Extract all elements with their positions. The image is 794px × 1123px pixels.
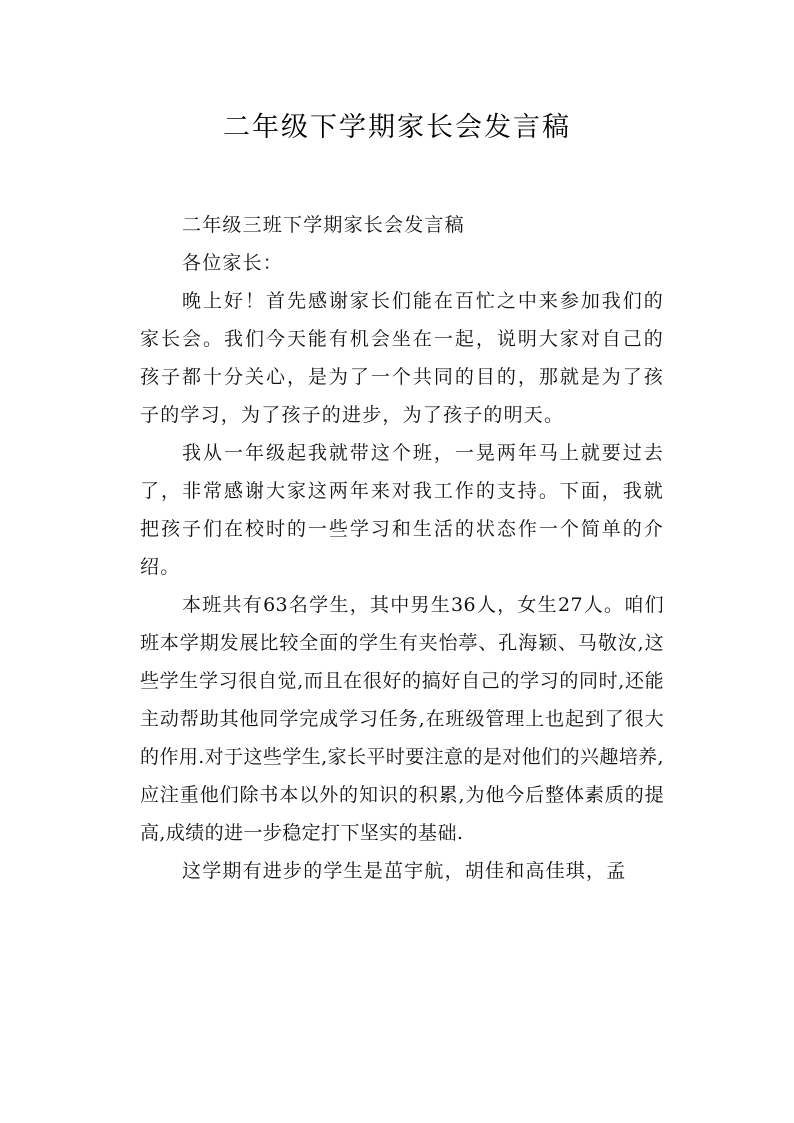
document-body [140, 206, 664, 890]
subtitle-paragraph: 二年级三班下学期家长会发言稿 [182, 214, 465, 236]
body-paragraph: 晚上好！首先感谢家长们能在百忙之中来参加我们的家长会。我们今天能有机会坐在一起，说明大家对自己的孩子都十分关心，是为了一个共同的目的，那就是为了孩子的学习，为了孩子的进步，为了孩子的明天。 [140, 290, 664, 426]
body-paragraph: 本班共有63名学生，其中男生36人，女生27人。咱们班本学期发展比较全面的学生有夹怡葶、孔海颖、马敬汝,这些学生学习很自觉,而且在很好的搞好自己的学习的同时,还能主动帮助其他同学完成学习任务,在班级管理上也起到了很大的作用.对于这些学生,家长平时要注意的是对他们的兴趣培养,应注重他们除书本以外的知识的积累,为他今后整体素质的提高,成绩的进一步稳定打下坚实的基础. [140, 594, 664, 844]
body-paragraph: 这学期有进步的学生是茁宇航，胡佳和高佳琪，孟 [182, 860, 627, 882]
greeting-paragraph: 各位家长： [182, 252, 284, 274]
document-title: 二年级下学期家长会发言稿 [223, 112, 571, 143]
body-paragraph: 我从一年级起我就带这个班，一晃两年马上就要过去了，非常感谢大家这两年来对我工作的支持。下面，我就把孩子们在校时的一些学习和生活的状态作一个简单的介绍。 [140, 442, 664, 578]
